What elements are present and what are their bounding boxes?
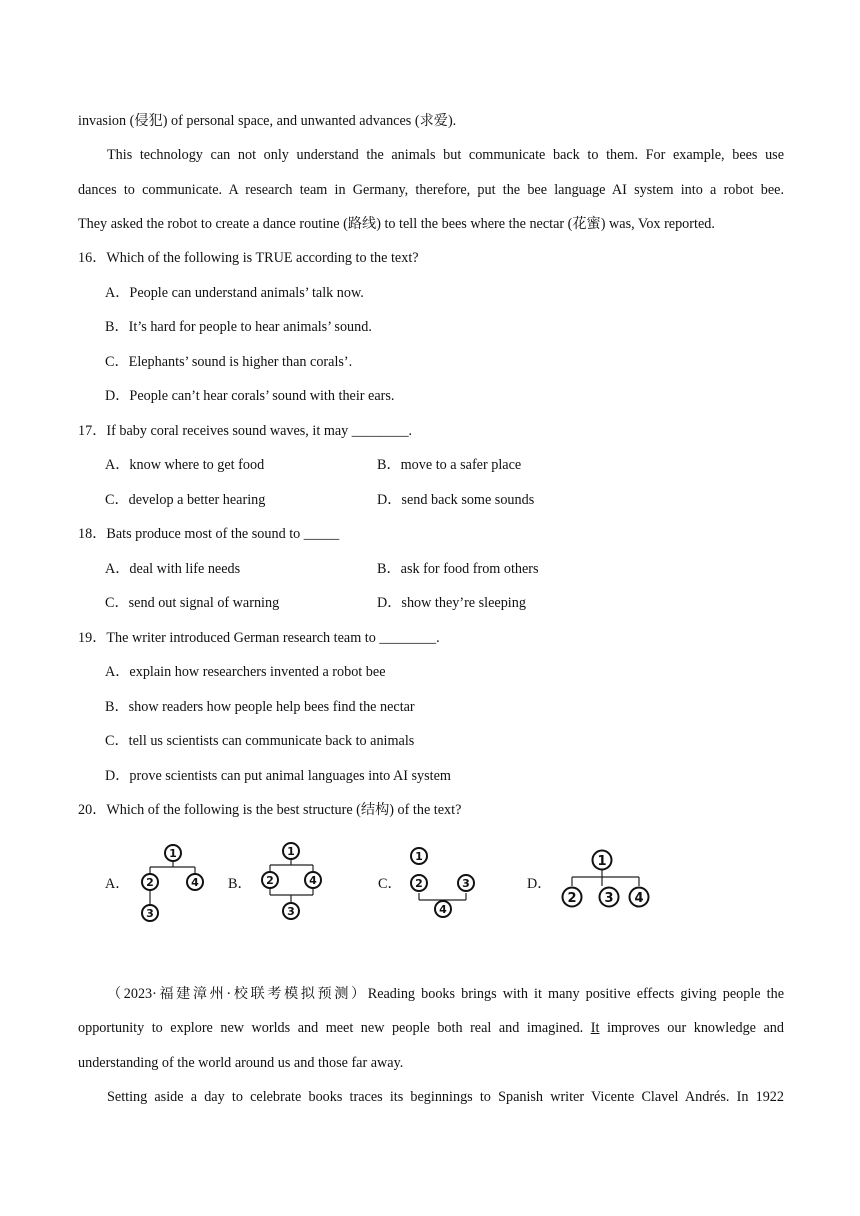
node-2: 2 <box>415 877 423 890</box>
underlined-word: It <box>590 1020 600 1036</box>
question-19-option-b[interactable]: B．show readers how people help bees find the nectar <box>105 699 415 715</box>
question-18-option-b[interactable]: B．ask for food from others <box>377 561 539 577</box>
node-3: 3 <box>146 907 154 920</box>
question-16-stem: 16．Which of the following is TRUE according to the text? <box>78 250 419 266</box>
structure-diagram-b <box>257 840 332 922</box>
question-17-option-d[interactable]: D．send back some sounds <box>377 492 535 508</box>
question-19-option-a[interactable]: A．explain how researchers invented a robot bee <box>105 664 386 680</box>
passage-line: invasion (侵犯) of personal space, and unwanted advances (求爱). <box>78 113 457 129</box>
structure-diagram-d <box>559 848 659 914</box>
question-20-option-d[interactable]: D． <box>527 876 552 892</box>
node-1: 1 <box>415 850 423 863</box>
question-17-option-a[interactable]: A．know where to get food <box>105 457 265 473</box>
question-20-option-c[interactable]: C． <box>378 876 402 892</box>
question-17-option-b[interactable]: B．move to a safer place <box>377 457 522 473</box>
passage-line <box>107 984 784 1004</box>
node-4: 4 <box>191 876 199 889</box>
passage-line: Setting aside a day to celebrate books traces its beginnings to Spanish writer Vicente Clavel Andrés. In 1922 <box>107 1089 784 1105</box>
passage-text: Reading books brings with it many positive effects giving people the <box>367 986 784 1002</box>
question-18-option-a[interactable]: A．deal with life needs <box>105 561 241 577</box>
node-4: 4 <box>309 874 317 887</box>
source-label: （2023·福建漳州·校联考模拟预测） <box>107 986 368 1002</box>
node-3: 3 <box>604 891 614 906</box>
question-20-stem: 20．Which of the following is the best structure (结构) of the text? <box>78 802 462 818</box>
node-3: 3 <box>462 877 470 890</box>
node-4: 4 <box>634 891 644 906</box>
question-16-option-d[interactable]: D．People can’t hear corals’ sound with their ears. <box>105 388 395 404</box>
question-17-option-c[interactable]: C．develop a better hearing <box>105 492 266 508</box>
passage-line <box>78 1018 784 1038</box>
passage-line: understanding of the world around us and those far away. <box>78 1055 404 1071</box>
node-4: 4 <box>439 903 447 916</box>
passage-line: They asked the robot to create a dance routine (路线) to tell the bees where the nectar (花蜜) was, Vox reported. <box>78 216 715 232</box>
question-18-stem: 18．Bats produce most of the sound to _____ <box>78 526 340 542</box>
question-16-option-b[interactable]: B．It’s hard for people to hear animals’ sound. <box>105 319 372 335</box>
node-3: 3 <box>287 905 295 918</box>
node-2: 2 <box>266 874 274 887</box>
passage-line: dances to communicate. A research team in Germany, therefore, put the bee language AI system into a robot bee. <box>78 182 784 198</box>
question-19-option-d[interactable]: D．prove scientists can put animal languages into AI system <box>105 768 451 784</box>
question-20-option-b[interactable]: B． <box>228 876 252 892</box>
node-1: 1 <box>169 847 177 860</box>
structure-diagram-c <box>406 845 486 925</box>
question-18-option-d[interactable]: D．show they’re sleeping <box>377 595 526 611</box>
question-18-option-c[interactable]: C．send out signal of warning <box>105 595 280 611</box>
question-19-option-c[interactable]: C．tell us scientists can communicate back to animals <box>105 733 415 749</box>
node-2: 2 <box>567 891 577 906</box>
question-16-option-a[interactable]: A．People can understand animals’ talk now. <box>105 285 364 301</box>
question-16-option-c[interactable]: C．Elephants’ sound is higher than corals’. <box>105 354 353 370</box>
passage-line: This technology can not only understand the animals but communicate back to them. For example, bees use <box>107 147 784 163</box>
node-1: 1 <box>287 845 295 858</box>
structure-diagram-a <box>135 842 210 924</box>
question-20-option-a[interactable]: A． <box>105 876 130 892</box>
question-19-stem: 19．The writer introduced German research team to ________. <box>78 630 440 646</box>
node-1: 1 <box>597 854 607 869</box>
node-2: 2 <box>146 876 154 889</box>
question-17-stem: 17．If baby coral receives sound waves, it may ________. <box>78 423 413 439</box>
passage-text: improves our knowledge and <box>599 1020 784 1036</box>
passage-text: opportunity to explore new worlds and meet new people both real and imagined. <box>78 1020 591 1036</box>
